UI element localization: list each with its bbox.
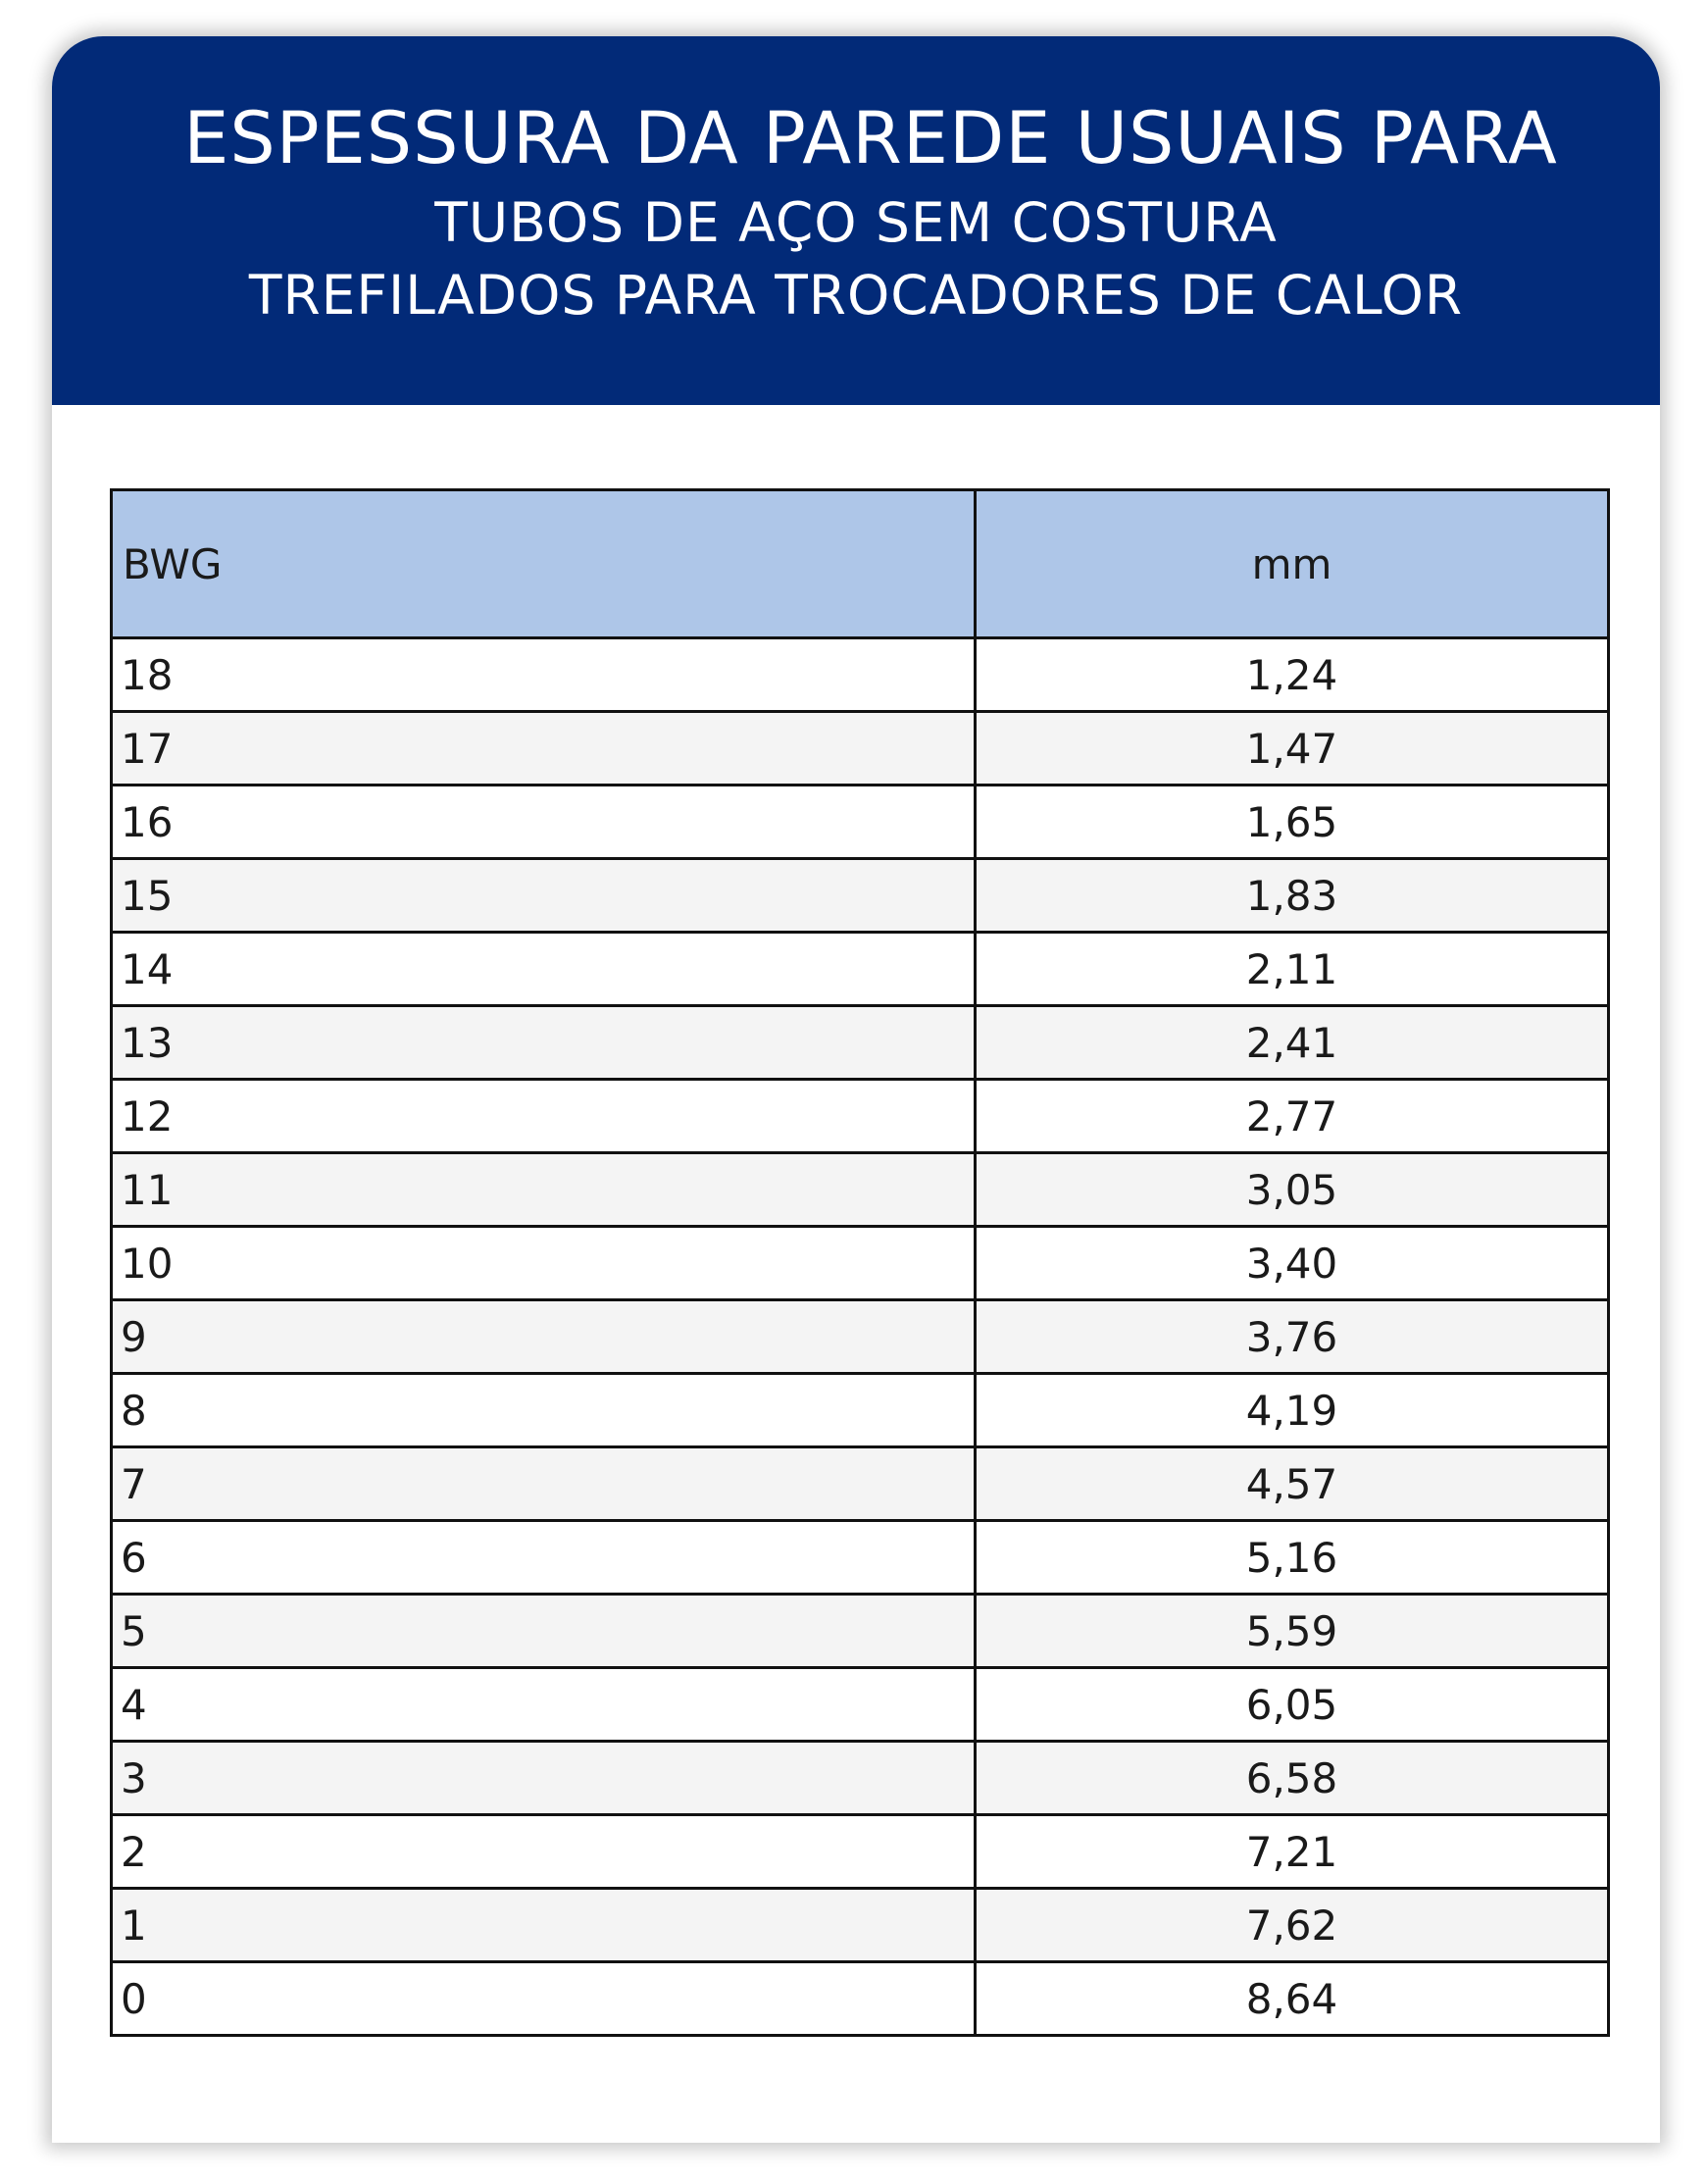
mm-cell: 2,77 xyxy=(976,1080,1609,1153)
bwg-cell: 15 xyxy=(112,859,976,933)
title-main: ESPESSURA DA PAREDE USUAIS PARA xyxy=(183,97,1558,180)
bwg-cell: 5 xyxy=(112,1595,976,1668)
table-row xyxy=(112,1668,1609,1742)
bwg-cell: 9 xyxy=(112,1300,976,1374)
table-row xyxy=(112,1006,1609,1080)
bwg-cell: 10 xyxy=(112,1227,976,1300)
table-row xyxy=(112,1300,1609,1374)
mm-cell: 1,47 xyxy=(976,712,1609,786)
mm-cell: 7,62 xyxy=(976,1889,1609,1962)
bwg-cell: 17 xyxy=(112,712,976,786)
table-row xyxy=(112,712,1609,786)
table-row xyxy=(112,1889,1609,1962)
title-subtitle-line-2: TREFILADOS PARA TROCADORES DE CALOR xyxy=(248,264,1464,327)
table-row xyxy=(112,1374,1609,1447)
table-row xyxy=(112,1815,1609,1889)
mm-cell: 1,65 xyxy=(976,786,1609,859)
mm-cell: 7,21 xyxy=(976,1815,1609,1889)
bwg-cell: 6 xyxy=(112,1521,976,1595)
bwg-cell: 18 xyxy=(112,638,976,712)
table-row xyxy=(112,1595,1609,1668)
mm-cell: 1,24 xyxy=(976,638,1609,712)
bwg-cell: 11 xyxy=(112,1153,976,1227)
table-row xyxy=(112,1153,1609,1227)
mm-cell: 4,57 xyxy=(976,1447,1609,1521)
bwg-cell: 14 xyxy=(112,933,976,1006)
bwg-cell: 0 xyxy=(112,1962,976,2036)
mm-cell: 8,64 xyxy=(976,1962,1609,2036)
mm-cell: 2,11 xyxy=(976,933,1609,1006)
bwg-cell: 16 xyxy=(112,786,976,859)
table-row xyxy=(112,1080,1609,1153)
bwg-thickness-table xyxy=(110,488,1610,2037)
table-row xyxy=(112,1742,1609,1815)
mm-cell: 6,05 xyxy=(976,1668,1609,1742)
mm-cell: 3,76 xyxy=(976,1300,1609,1374)
table-row xyxy=(112,859,1609,933)
table-row xyxy=(112,1447,1609,1521)
table-header-row xyxy=(112,490,1609,638)
wall-thickness-card xyxy=(52,36,1660,2143)
mm-cell: 5,16 xyxy=(976,1521,1609,1595)
mm-cell: 4,19 xyxy=(976,1374,1609,1447)
bwg-cell: 4 xyxy=(112,1668,976,1742)
column-header-bwg: BWG xyxy=(112,490,976,638)
mm-cell: 3,40 xyxy=(976,1227,1609,1300)
column-header-mm: mm xyxy=(976,490,1609,638)
bwg-cell: 1 xyxy=(112,1889,976,1962)
table-row xyxy=(112,1962,1609,2036)
mm-cell: 1,83 xyxy=(976,859,1609,933)
title-subtitle-line-1: TUBOS DE AÇO SEM COSTURA xyxy=(434,191,1278,254)
mm-cell: 6,58 xyxy=(976,1742,1609,1815)
table-row xyxy=(112,1227,1609,1300)
bwg-cell: 7 xyxy=(112,1447,976,1521)
mm-cell: 2,41 xyxy=(976,1006,1609,1080)
table-row xyxy=(112,786,1609,859)
bwg-cell: 8 xyxy=(112,1374,976,1447)
bwg-cell: 13 xyxy=(112,1006,976,1080)
mm-cell: 3,05 xyxy=(976,1153,1609,1227)
bwg-cell: 2 xyxy=(112,1815,976,1889)
table-row xyxy=(112,638,1609,712)
card-header xyxy=(52,36,1660,405)
table-row xyxy=(112,1521,1609,1595)
mm-cell: 5,59 xyxy=(976,1595,1609,1668)
bwg-cell: 12 xyxy=(112,1080,976,1153)
bwg-cell: 3 xyxy=(112,1742,976,1815)
table-row xyxy=(112,933,1609,1006)
